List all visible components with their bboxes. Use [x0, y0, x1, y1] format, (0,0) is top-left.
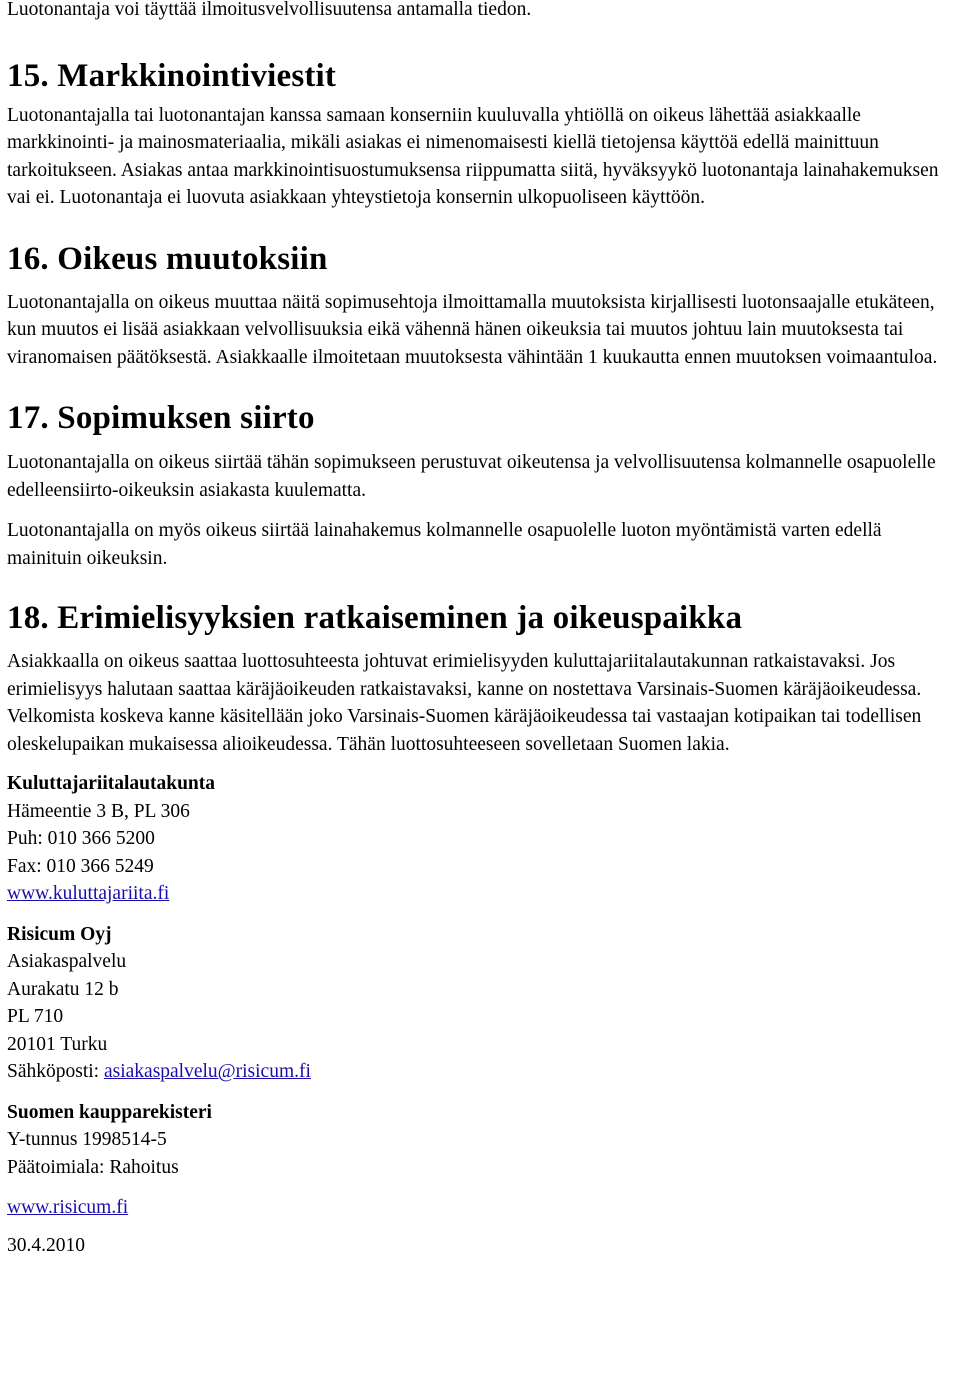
- email-link[interactable]: asiakaspalvelu@risicum.fi: [103, 1061, 311, 1082]
- section-15-heading: 15. Markkinointiviestit: [7, 57, 337, 94]
- contact-phone: Puh: 010 366 5200: [7, 828, 155, 849]
- contact-fax: Fax: 010 366 5249: [7, 855, 154, 877]
- section-16-paragraph: Luotonantajalla on oikeus muuttaa näitä sopimusehtoja ilmoittamalla muutoksista kirjallisesti luotonsaajalle etukäteen, kun muutos ei lisää asiakkaan velvollisuuksia eikä vähennä hänen oikeuksia tai muutos johtuu lain muutoksesta tai viranomaisen päätöksestä. Asiakkaalle ilmoitetaan muutoksesta vähintään 1 kuukautta ennen muutoksen voimaantuloa.: [7, 291, 938, 368]
- company-name: Risicum Oyj: [7, 923, 112, 945]
- section-18-paragraph: Asiakkaalla on oikeus saattaa luottosuhteesta johtuvat erimielisyyden kuluttajariitalautakunnan ratkaistavaksi. Jos erimielisyys halutaan saattaa käräjäoikeuden ratkaistavaksi, kanne on nostettava Varsinais-Suomen käräjäoikeudessa. Velkomista koskeva kanne käsitellään joko Varsinais-Suomen käräjäoikeudessa tai vastaajan kotipaikan tai todellisen oleskelupaikan mukaisessa alioikeudessa. Tähän luottosuhteeseen sovelletaan Suomen lakia.: [7, 651, 922, 755]
- company-department: Asiakaspalvelu: [7, 951, 127, 972]
- registry-industry: Päätoimiala: Rahoitus: [7, 1156, 179, 1178]
- contact-kuluttajariitalautakunta: [7, 770, 957, 908]
- email-label: Sähköposti:: [7, 1061, 104, 1082]
- section-17-paragraph-2: Luotonantajalla on myös oikeus siirtää lainahakemus kolmannelle osapuolelle luoton myöntämistä varten edellä mainituin oikeuksin.: [7, 520, 882, 569]
- section-17-heading: 17. Sopimuksen siirto: [7, 400, 315, 436]
- contact-name: Kuluttajariitalautakunta: [7, 773, 216, 794]
- contact-risicum: [7, 921, 957, 1086]
- email-line: [7, 1058, 957, 1086]
- kuluttajariita-link[interactable]: www.kuluttajariita.fi: [7, 883, 170, 904]
- registry-name: Suomen kaupparekisteri: [7, 1101, 212, 1123]
- section-15-paragraph: Luotonantajalla tai luotonantajan kanssa samaan konserniin kuuluvalla yhtiöllä on oikeus lähettää asiakkaalle markkinointi- ja mainosmateriaalia, mikäli asiakas ei nimenomaisesti kiellä tietojensa käyttöä edellä mainittuun tarkoitukseen. Asiakas antaa markkinointisuostumuksensa riippumatta siitä, hyväksyykö luotonantaja lainahakemuksen vai ei. Luotonantaja ei luovuta asiakkaan yhteystietoja konsernin ulkopuoliseen käyttöön.: [7, 104, 939, 208]
- registry-business-id: Y-tunnus 1998514-5: [7, 1129, 167, 1150]
- section-17-paragraph-1: Luotonantajalla on oikeus siirtää tähän sopimukseen perustuvat oikeutensa ja velvollisuutensa kolmannelle osapuolelle edelleensiirto-oikeuksin asiakasta kuulematta.: [7, 452, 936, 501]
- document-page: [7, 0, 957, 1259]
- contact-address: Hämeentie 3 B, PL 306: [7, 800, 190, 822]
- risicum-website-link[interactable]: www.risicum.fi: [7, 1197, 129, 1218]
- section-18-heading: 18. Erimielisyyksien ratkaiseminen ja oikeuspaikka: [7, 600, 743, 636]
- section-16-heading: 16. Oikeus muutoksiin: [7, 240, 328, 277]
- company-city: 20101 Turku: [7, 1033, 108, 1055]
- document-date: 30.4.2010: [7, 1234, 85, 1256]
- contact-registry: [7, 1099, 957, 1182]
- company-street: Aurakatu 12 b: [7, 978, 119, 1000]
- intro-text: Luotonantaja voi täyttää ilmoitusvelvollisuutensa antamalla tiedon.: [7, 0, 532, 20]
- company-pobox: PL 710: [7, 1006, 64, 1027]
